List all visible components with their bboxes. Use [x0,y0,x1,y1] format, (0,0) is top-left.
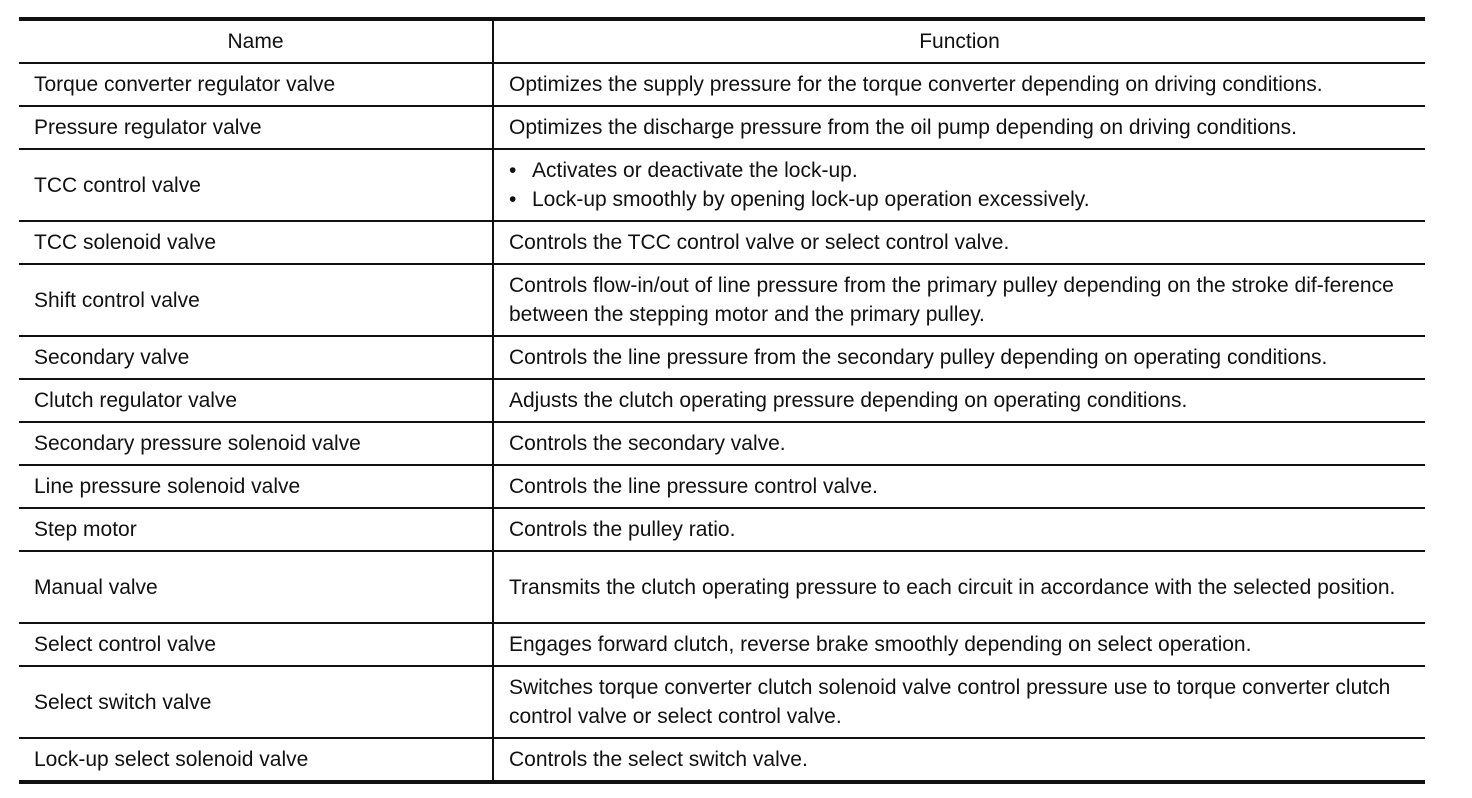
bullet-text: Lock-up smoothly by opening lock-up operation excessively. [532,188,1090,211]
valve-function-cell: Switches torque converter clutch solenoid valve control pressure use to torque converter clutch control valve or select control valve. [493,666,1425,738]
valve-name-cell: Shift control valve [19,264,493,336]
table-row [19,666,1425,738]
valve-function-cell: Controls the select switch valve. [493,738,1425,782]
table-row [19,63,1425,106]
table-row [19,551,1425,623]
valve-function-cell: Optimizes the supply pressure for the torque converter depending on driving conditions. [493,63,1425,106]
column-header-function: Function [493,19,1425,63]
valve-function-cell: Controls flow-in/out of line pressure from the primary pulley depending on the stroke dif-ference between the stepping motor and the primary pulley. [493,264,1425,336]
valve-function-cell: Optimizes the discharge pressure from the oil pump depending on driving conditions. [493,106,1425,149]
valve-function-cell: Controls the line pressure control valve. [493,465,1425,508]
bullet-icon: • [509,188,517,211]
table-header [19,19,1425,63]
valve-name-cell: TCC solenoid valve [19,221,493,264]
valve-name-cell: Step motor [19,508,493,551]
table-body [19,63,1425,782]
table-row [19,221,1425,264]
table-row [19,106,1425,149]
valve-name-cell: Lock-up select solenoid valve [19,738,493,782]
valve-function-cell: Adjusts the clutch operating pressure depending on operating conditions. [493,379,1425,422]
header-row [19,19,1425,63]
valve-name-cell: TCC control valve [19,149,493,221]
valve-name-cell: Pressure regulator valve [19,106,493,149]
bullet-icon: • [509,159,517,182]
table-row [19,379,1425,422]
function-bullet-item [509,156,1419,185]
column-header-name: Name [19,19,493,63]
valve-function-cell: Engages forward clutch, reverse brake smoothly depending on select operation. [493,623,1425,666]
function-bullet-item [509,185,1419,214]
valve-name-cell: Select control valve [19,623,493,666]
table-row [19,738,1425,782]
function-bullet-list [509,156,1419,214]
valve-name-cell: Torque converter regulator valve [19,63,493,106]
table-row [19,508,1425,551]
table-row [19,623,1425,666]
bullet-text: Activates or deactivate the lock-up. [532,159,858,182]
table-row [19,465,1425,508]
valve-function-cell: Transmits the clutch operating pressure to each circuit in accordance with the selected position. [493,551,1425,623]
valve-function-cell: Controls the line pressure from the secondary pulley depending on operating conditions. [493,336,1425,379]
table-row [19,264,1425,336]
table-row [19,336,1425,379]
valve-name-cell: Secondary valve [19,336,493,379]
valve-name-cell: Clutch regulator valve [19,379,493,422]
table-row [19,422,1425,465]
valve-function-cell [493,149,1425,221]
valve-name-cell: Manual valve [19,551,493,623]
valve-name-cell: Secondary pressure solenoid valve [19,422,493,465]
valve-function-cell: Controls the pulley ratio. [493,508,1425,551]
table-row [19,149,1425,221]
valve-name-cell: Line pressure solenoid valve [19,465,493,508]
valve-function-table [19,17,1425,784]
valve-function-cell: Controls the secondary valve. [493,422,1425,465]
valve-name-cell: Select switch valve [19,666,493,738]
valve-function-cell: Controls the TCC control valve or select control valve. [493,221,1425,264]
